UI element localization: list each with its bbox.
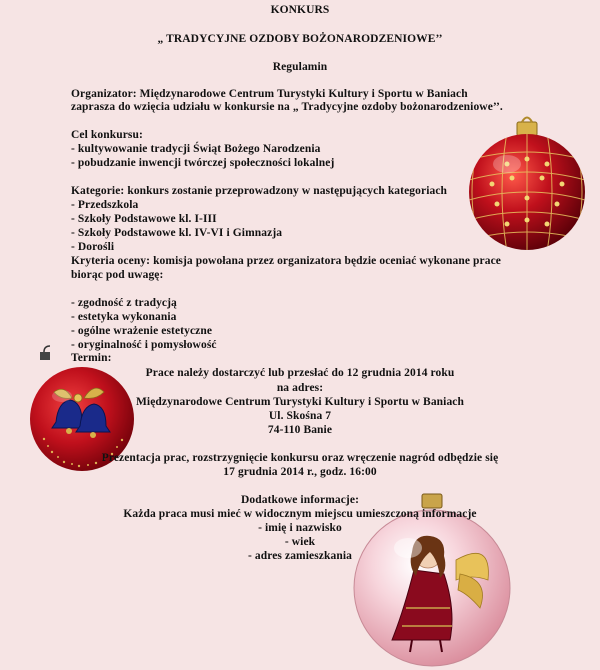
deadline-heading: Termin:	[71, 352, 112, 364]
address-line-1: Międzynarodowe Centrum Turystyki Kultury i Sportu w Baniach	[135, 396, 465, 408]
category-item: - Szkoły Podstawowe kl. IV-VI i Gimnazja	[71, 227, 283, 239]
category-item: - Przedszkola	[71, 199, 139, 211]
address-line-3: 74-110 Banie	[267, 424, 333, 436]
criteria-line-2: biorąc pod uwagę:	[71, 269, 164, 281]
goal-heading: Cel konkursu:	[71, 129, 143, 141]
deadline-line-1: Prace należy dostarczyć lub przesłać do 12 grudnia 2014 roku	[145, 367, 455, 379]
criteria-item: - estetyka wykonania	[71, 311, 177, 323]
organizer-line-2: zaprasza do wzięcia udziału w konkursie na „ Tradycyjne ozdoby bożonarodzeniowe’’.	[71, 101, 503, 113]
regulations-heading: Regulamin	[272, 61, 328, 73]
category-item: - Szkoły Podstawowe kl. I-III	[71, 213, 217, 225]
goal-item: - kultywowanie tradycji Świąt Bożego Narodzenia	[71, 143, 321, 155]
document-title: KONKURS	[270, 4, 330, 16]
contest-subtitle: „ TRADYCYJNE OZDOBY BOŻONARODZENIOWE’’	[157, 33, 443, 45]
additional-line-1: Każda praca musi mieć w widocznym miejscu umieszczoną informacje	[123, 508, 477, 520]
criteria-item: - zgodność z tradycją	[71, 297, 177, 309]
criteria-line-1: Kryteria oceny: komisja powołana przez organizatora będzie oceniać wykonane prace	[71, 255, 502, 267]
categories-heading: Kategorie: konkurs zostanie przeprowadzony w następujących kategoriach	[71, 185, 448, 197]
organizer-line-1: Organizator: Międzynarodowe Centrum Turystyki Kultury i Sportu w Baniach	[71, 88, 468, 100]
goal-item: - pobudzanie inwencji twórczej społeczności lokalnej	[71, 157, 335, 169]
additional-item: - wiek	[284, 536, 316, 548]
gold-star-bauble-icon	[462, 112, 592, 252]
category-item: - Dorośli	[71, 241, 115, 253]
address-line-2: Ul. Skośna 7	[268, 410, 332, 422]
presentation-line-2: 17 grudnia 2014 r., godz. 16:00	[223, 466, 377, 478]
criteria-item: - ogólne wrażenie estetyczne	[71, 325, 213, 337]
deadline-line-2: na adres:	[276, 382, 324, 394]
criteria-item: - oryginalność i pomysłowość	[71, 339, 217, 351]
additional-item: - imię i nazwisko	[258, 522, 342, 534]
additional-heading: Dodatkowe informacje:	[240, 494, 360, 506]
additional-item: - adres zamieszkania	[247, 550, 352, 562]
presentation-line-1: Prezentacja prac, rozstrzygnięcie konkursu oraz wręczenie nagród odbędzie się	[101, 452, 499, 464]
